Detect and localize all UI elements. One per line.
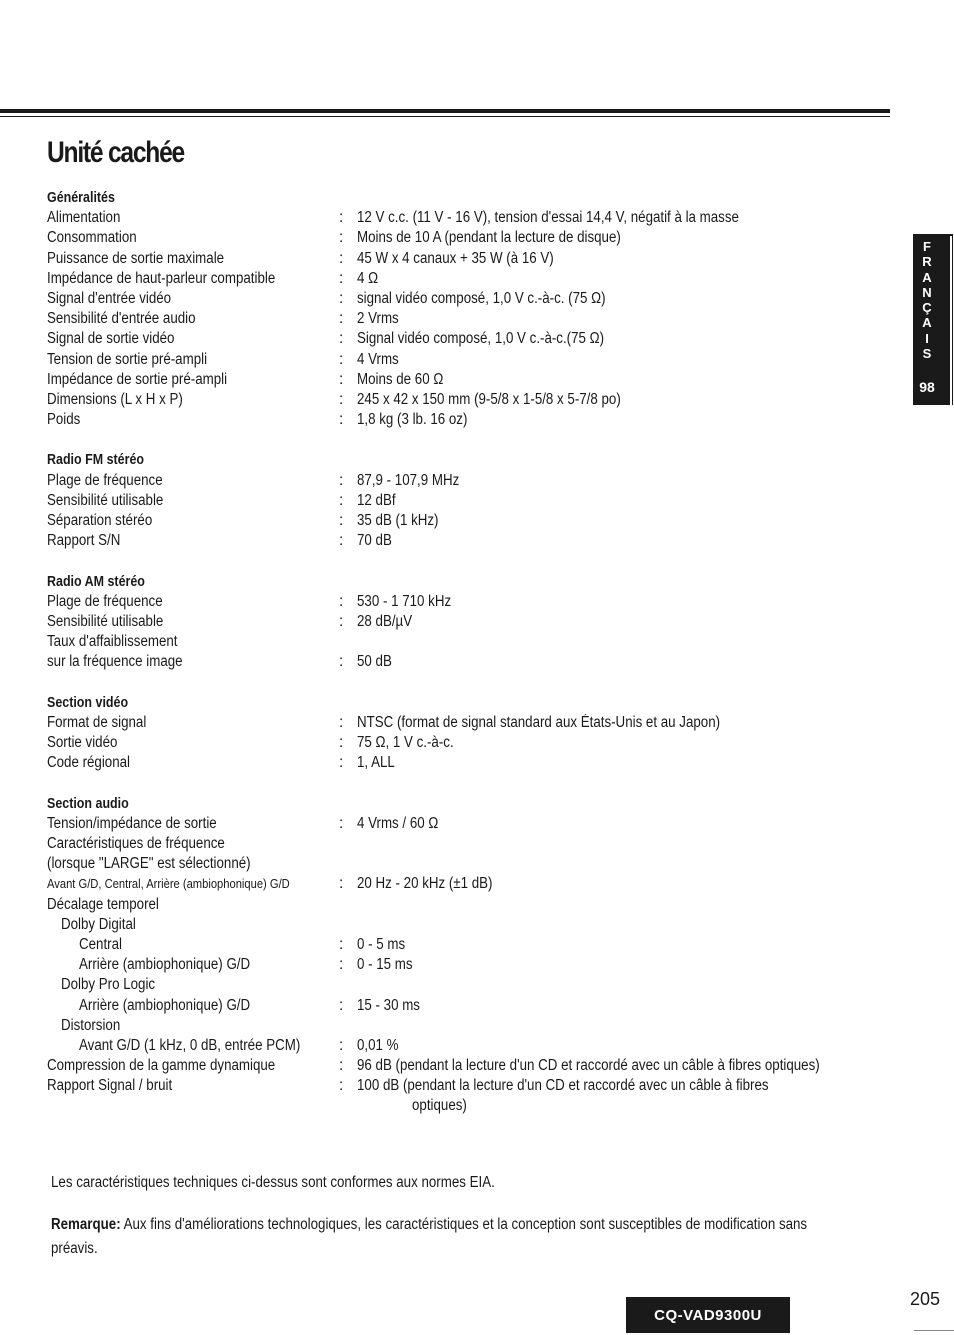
spec-row xyxy=(47,471,897,491)
spec-row xyxy=(47,612,897,632)
spec-value: 4 Vrms xyxy=(357,350,399,368)
section-heading xyxy=(47,693,897,713)
spec-colon: : xyxy=(339,653,344,671)
side-tab-letter: N xyxy=(922,284,932,300)
spec-label: Plage de fréquence xyxy=(47,471,163,489)
spec-row xyxy=(47,874,897,894)
spec-row xyxy=(47,249,897,269)
spec-label: Format de signal xyxy=(47,713,147,731)
spec-value: 4 Ω xyxy=(357,269,379,287)
spec-colon: : xyxy=(339,370,344,388)
top-rule-thin xyxy=(0,116,890,117)
spec-value: 75 Ω, 1 V c.-à-c. xyxy=(357,734,454,752)
spec-list xyxy=(47,188,897,1117)
spec-label: Sensibilité utilisable xyxy=(47,612,164,630)
spec-label: Séparation stéréo xyxy=(47,512,153,529)
spec-value: 12 V c.c. (11 V - 16 V), tension d'essai 14,4 V, négatif à la masse xyxy=(357,209,739,227)
section-gap xyxy=(47,673,897,693)
spec-label: Plage de fréquence xyxy=(47,592,163,610)
spec-value: Signal vidéo composé, 1,0 V c.-à-c.(75 Ω) xyxy=(357,330,605,348)
spec-value: 96 dB (pendant la lecture d'un CD et raccordé avec un câble à fibres optiques) xyxy=(357,1057,820,1075)
section-heading xyxy=(47,188,897,208)
spec-label: Rapport S/N xyxy=(47,532,121,550)
spec-value: optiques) xyxy=(412,1097,467,1115)
spec-row xyxy=(47,632,897,652)
section-heading-text: Radio FM stéréo xyxy=(47,452,145,469)
spec-label: sur la fréquence image xyxy=(47,653,183,671)
spec-row xyxy=(47,814,897,834)
spec-label: Arrière (ambiophonique) G/D xyxy=(79,956,251,974)
spec-label: Tension de sortie pré-ampli xyxy=(47,350,208,368)
spec-colon: : xyxy=(339,612,344,630)
spec-label: Puissance de sortie maximale xyxy=(47,249,225,267)
section-heading-text: Radio AM stéréo xyxy=(47,573,145,590)
spec-colon: : xyxy=(339,956,344,974)
spec-label: Arrière (ambiophonique) G/D xyxy=(79,996,251,1014)
spec-row xyxy=(47,511,897,531)
spec-value: 1,8 kg (3 lb. 16 oz) xyxy=(357,411,468,429)
spec-colon: : xyxy=(339,1057,344,1075)
spec-label: Avant G/D (1 kHz, 0 dB, entrée PCM) xyxy=(79,1036,301,1054)
side-tab-letter: Ç xyxy=(922,300,932,316)
section-gap xyxy=(47,551,897,571)
spec-value: 28 dB/µV xyxy=(357,612,413,630)
spec-label: Sortie vidéo xyxy=(47,734,118,752)
spec-value: 87,9 - 107,9 MHz xyxy=(357,471,460,489)
spec-row xyxy=(47,390,897,410)
eia-note: Les caractéristiques techniques ci-dessus sont conformes aux normes EIA. xyxy=(51,1174,495,1191)
spec-colon: : xyxy=(339,289,344,307)
spec-label: Signal de sortie vidéo xyxy=(47,330,175,348)
spec-colon: : xyxy=(339,209,344,227)
spec-value: 50 dB xyxy=(357,653,392,671)
spec-row xyxy=(47,854,897,874)
spec-value: 15 - 30 ms xyxy=(357,996,420,1014)
spec-colon: : xyxy=(339,269,344,287)
spec-value: Moins de 10 A (pendant la lecture de disque) xyxy=(357,229,621,247)
page-title: Unité cachée xyxy=(47,136,185,169)
spec-colon: : xyxy=(339,1077,344,1095)
spec-colon: : xyxy=(339,471,344,489)
side-tab-letter: F xyxy=(923,239,931,254)
spec-row xyxy=(47,350,897,370)
spec-label: Rapport Signal / bruit xyxy=(47,1077,173,1095)
spec-label: Poids xyxy=(47,411,81,429)
spec-colon: : xyxy=(339,512,344,529)
model-badge: CQ-VAD9300U xyxy=(626,1297,790,1333)
spec-row xyxy=(47,733,897,753)
spec-colon: : xyxy=(339,330,344,348)
spec-colon: : xyxy=(339,491,344,509)
section-gap xyxy=(47,430,897,450)
spec-label: Impédance de haut-parleur compatible xyxy=(47,269,276,287)
spec-colon: : xyxy=(339,350,344,368)
section-heading xyxy=(47,794,897,814)
spec-value: 70 dB xyxy=(357,532,392,550)
spec-row xyxy=(47,228,897,248)
spec-row xyxy=(47,996,897,1016)
spec-colon: : xyxy=(339,229,344,247)
spec-label: Compression de la gamme dynamique xyxy=(47,1057,276,1075)
spec-label: Impédance de sortie pré-ampli xyxy=(47,370,228,388)
section-gap xyxy=(47,773,897,793)
spec-row xyxy=(47,1076,897,1096)
spec-colon: : xyxy=(339,935,344,953)
spec-value: signal vidéo composé, 1,0 V c.-à-c. (75 Ω) xyxy=(357,289,606,307)
spec-row xyxy=(47,329,897,349)
side-tab-letter: S xyxy=(922,346,932,362)
spec-colon: : xyxy=(339,592,344,610)
spec-value: 245 x 42 x 150 mm (9-5/8 x 1-5/8 x 5-7/8 po) xyxy=(357,390,621,408)
spec-label: Central xyxy=(79,935,122,953)
section-heading xyxy=(47,450,897,470)
spec-row xyxy=(47,713,897,733)
spec-value: 100 dB (pendant la lecture d'un CD et raccordé avec un câble à fibres xyxy=(357,1077,769,1095)
spec-colon: : xyxy=(339,814,344,832)
spec-value: 0 - 15 ms xyxy=(357,956,413,974)
spec-label: Alimentation xyxy=(47,209,121,227)
spec-row xyxy=(47,935,897,955)
spec-value: Moins de 60 Ω xyxy=(357,370,444,388)
spec-value: NTSC (format de signal standard aux États-Unis et au Japon) xyxy=(357,713,721,731)
side-tab-number: 98 xyxy=(919,379,935,395)
spec-row xyxy=(47,652,897,672)
spec-row xyxy=(47,370,897,390)
side-tab-letter: R xyxy=(922,254,932,270)
spec-label: Consommation xyxy=(47,229,137,247)
section-heading-text: Section audio xyxy=(47,795,129,812)
spec-value: 35 dB (1 kHz) xyxy=(357,512,439,529)
spec-colon: : xyxy=(339,532,344,550)
section-heading-text: Généralités xyxy=(47,190,115,206)
spec-label: Code régional xyxy=(47,754,131,772)
spec-label: Distorsion xyxy=(61,1016,121,1034)
spec-colon: : xyxy=(339,1036,344,1054)
spec-value: 4 Vrms / 60 Ω xyxy=(357,814,439,832)
spec-row xyxy=(47,592,897,612)
spec-row xyxy=(47,1016,897,1036)
spec-colon: : xyxy=(339,713,344,731)
spec-label: Dimensions (L x H x P) xyxy=(47,390,183,408)
spec-row xyxy=(47,531,897,551)
spec-value: 0 - 5 ms xyxy=(357,935,406,953)
spec-row xyxy=(47,269,897,289)
spec-row xyxy=(47,915,897,935)
spec-value: 45 W x 4 canaux + 35 W (à 16 V) xyxy=(357,249,554,267)
spec-value: 1, ALL xyxy=(357,754,395,772)
spec-colon: : xyxy=(339,754,344,772)
spec-row xyxy=(47,309,897,329)
spec-value: 530 - 1 710 kHz xyxy=(357,592,452,610)
side-tab-letter: A xyxy=(922,315,932,331)
remark-label: Remarque: xyxy=(51,1216,121,1233)
spec-row xyxy=(47,289,897,309)
spec-row xyxy=(47,753,897,773)
spec-colon: : xyxy=(339,249,344,267)
spec-colon: : xyxy=(339,310,344,328)
section-heading xyxy=(47,572,897,592)
side-tab-edge xyxy=(950,236,952,406)
spec-colon: : xyxy=(339,411,344,429)
spec-label: Taux d'affaiblissement xyxy=(47,633,178,651)
remark xyxy=(51,1213,825,1261)
spec-label: Décalage temporel xyxy=(47,895,159,913)
spec-value: 12 dBf xyxy=(357,491,396,509)
spec-label: Caractéristiques de fréquence xyxy=(47,835,225,852)
spec-label: Tension/impédance de sortie xyxy=(47,814,217,832)
top-rule xyxy=(0,109,890,113)
spec-row xyxy=(47,834,897,854)
spec-row xyxy=(47,208,897,228)
page-number-rule xyxy=(914,1330,954,1331)
spec-value: 20 Hz - 20 kHz (±1 dB) xyxy=(357,875,493,893)
spec-colon: : xyxy=(339,390,344,408)
spec-label: Sensibilité utilisable xyxy=(47,491,164,509)
spec-label: Dolby Digital xyxy=(61,915,136,933)
spec-value: 2 Vrms xyxy=(357,310,399,328)
spec-row xyxy=(47,895,897,915)
spec-row xyxy=(47,491,897,511)
spec-value: 0,01 % xyxy=(357,1036,399,1054)
spec-row xyxy=(47,955,897,975)
spec-colon: : xyxy=(339,996,344,1014)
side-tab-letters xyxy=(913,239,941,361)
spec-label: Avant G/D, Central, Arrière (ambiophonique) G/D xyxy=(47,876,290,892)
spec-row xyxy=(47,1056,897,1076)
side-tab-letter: I xyxy=(925,330,929,346)
spec-colon: : xyxy=(339,734,344,752)
spec-row xyxy=(47,410,897,430)
spec-row xyxy=(47,975,897,995)
spec-row xyxy=(47,1096,897,1116)
remark-text: Aux fins d'améliorations technologiques, les caractéristiques et la conception sont susceptibles de modification sans préavis. xyxy=(51,1216,808,1257)
spec-label: Dolby Pro Logic xyxy=(61,976,156,994)
spec-label: (lorsque "LARGE" est sélectionné) xyxy=(47,855,251,873)
spec-row xyxy=(47,1036,897,1056)
spec-label: Signal d'entrée vidéo xyxy=(47,289,172,307)
page-number: 205 xyxy=(910,1289,941,1309)
side-tab-letter: A xyxy=(922,269,932,285)
spec-colon: : xyxy=(339,875,344,893)
section-heading-text: Section vidéo xyxy=(47,694,129,711)
spec-label: Sensibilité d'entrée audio xyxy=(47,310,196,328)
